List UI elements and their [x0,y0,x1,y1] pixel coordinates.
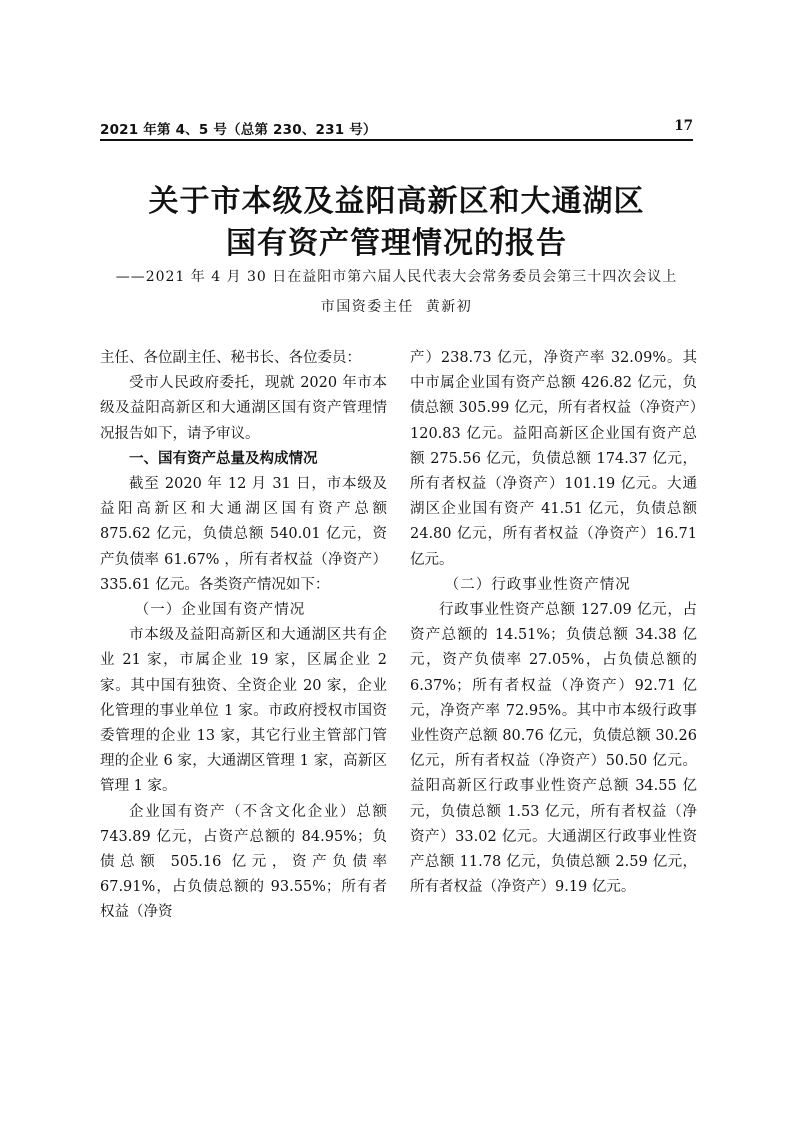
paragraph: 企业国有资产（不含文化企业）总额 743.89 亿元，占资产总额的 84.95%；负债总额 505.16 亿元，资产负债率 67.91%，占负债总额的 93.55%；所有者权益（净资 [100,803,387,921]
paragraph: 市本级及益阳高新区和大通湖区共有企业 21 家，市属企业 19 家，区属企业 2 家。其中国有独资、全资企业 20 家，企业化管理的事业单位 1 家。市政府授权市国资委管理的企业 13 家，其它行业主管部门管理的企业 6 家，大通湖区管理 1 家，高新区管理 1 家。 [100,627,387,795]
paragraph: 行政事业性资产总额 127.09 亿元，占资产总额的 14.51%；负债总额 34.38 亿元，资产负债率 27.05%，占负债总额的 6.37%；所有者权益（净资产）92.71 亿元，净资产率 72.95%。其中市本级行政事业性资产总额 80.76 亿元，负债总额 30.26 亿元，所有者权益（净资产）50.50 亿元。益阳高新区行政事业性资产总额 34.55 亿元，负债总额 1.53 亿元，所有者权益（净资产）33.02 亿元。大通湖区行政事业性资产总额 11.78 亿元，负债总额 2.59 亿元，所有者权益（净资产）9.19 亿元。 [410,602,697,896]
document-title-line-1: 关于市本级及益阳高新区和大通湖区 [148,184,645,219]
paragraph: 截至 2020 年 12 月 31 日，市本级及益阳高新区和大通湖区国有资产总额 875.62 亿元，负债总额 540.01 亿元，资产负债率 61.67% ，所有者权益（净资产）335.61 亿元。各类资产情况如下： [100,476,387,593]
document-title-line-2: 国有资产管理情况的报告 [226,226,567,261]
paragraph: 产）238.73 亿元，净资产率 32.09%。其中市属企业国有资产总额 426.82 亿元，负债总额 305.99 亿元，所有者权益（净资产）120.83 亿元。益阳高新区企业国有资产总额 275.56 亿元，负债总额 174.37 亿元，所有者权益（净资产）101.19 亿元。大通湖区企业国有资产 41.51 亿元，负债总额 24.80 亿元，所有者权益（净资产）16.71 亿元。 [410,350,697,568]
author-line [0,296,793,316]
subsection-heading: （二）行政事业性资产情况 [444,576,631,593]
author-role: 市国资委主任 [320,299,414,315]
running-header [100,118,693,140]
page-number: 17 [674,118,693,134]
left-column [100,346,387,926]
paragraph: 受市人民政府委托，现就 2020 年市本级及益阳高新区和大通湖区国有资产管理情况报告如下，请予审议。 [100,375,387,442]
section-heading: 一、国有资产总量及构成情况 [129,450,318,467]
salutation: 主任、各位副主任、秘书长、各位委员： [100,350,361,366]
right-column [410,346,697,900]
document-subtitle: ——2021 年 4 月 30 日在益阳市第六届人民代表大会常务委员会第三十四次会议上 [115,269,678,285]
header-divider [100,139,693,141]
subsection-heading: （一）企业国有资产情况 [134,602,306,619]
author-name: 黄新初 [425,299,473,315]
issue-label: 2021 年第 4、5 号（总第 230、231 号） [100,122,377,138]
